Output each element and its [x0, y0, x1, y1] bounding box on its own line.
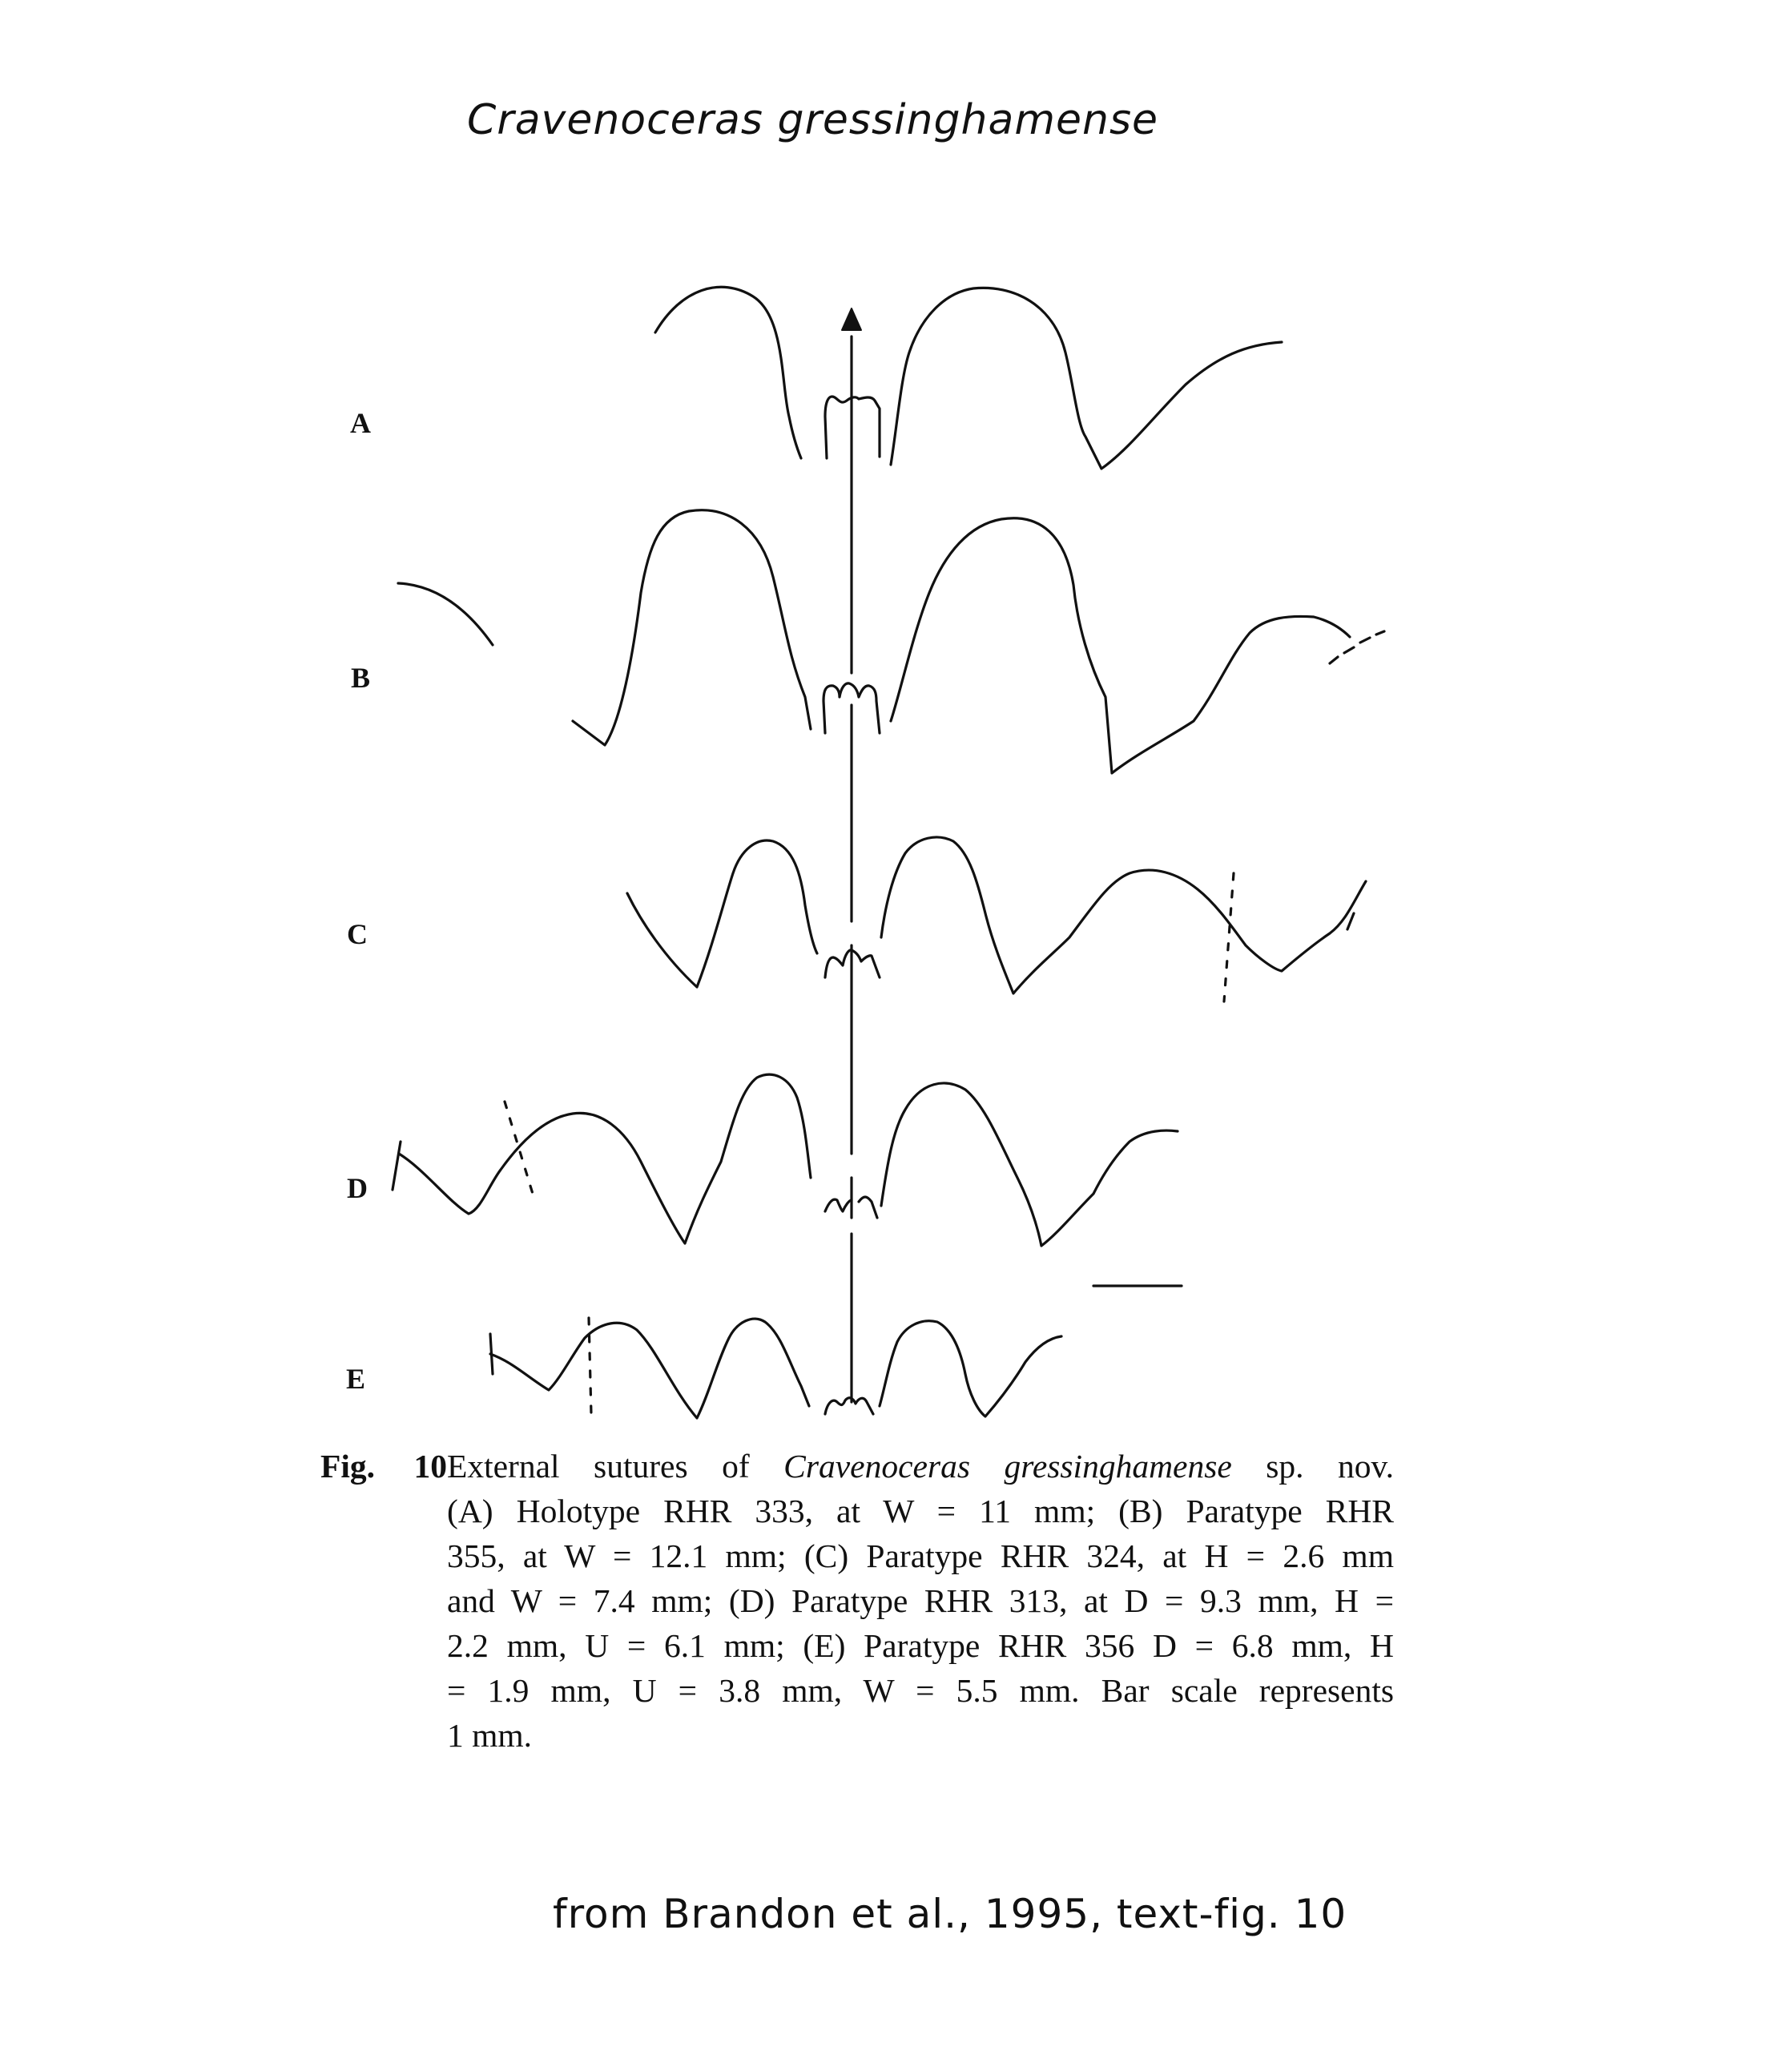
caption-head: Fig. 10 — [320, 1448, 447, 1485]
arrow-up-icon — [842, 308, 861, 330]
caption-line: 1 mm. — [447, 1717, 533, 1754]
caption-line1-pre: External sutures of — [447, 1448, 784, 1485]
caption-line1-post: sp. nov. — [1231, 1448, 1394, 1485]
figure-caption — [320, 1444, 1394, 1758]
dashed-line-c — [1224, 873, 1234, 1001]
suture-b — [398, 510, 1384, 773]
suture-d — [393, 1074, 1178, 1246]
row-label-c: C — [347, 918, 368, 950]
row-label-e: E — [345, 1363, 365, 1395]
caption-first-line — [320, 1444, 1394, 1489]
caption-line: = 1.9 mm, U = 3.8 mm, W = 5.5 mm. Bar scale represents — [447, 1672, 1394, 1709]
row-label-d: D — [347, 1172, 368, 1204]
caption-line: (A) Holotype RHR 333, at W = 11 mm; (B) Paratype RHR — [447, 1493, 1394, 1529]
suture-a — [655, 287, 1282, 469]
caption-species-name: Cravenoceras gressinghamense — [783, 1448, 1232, 1485]
caption-line: and W = 7.4 mm; (D) Paratype RHR 313, at D = 9.3 mm, H = — [447, 1582, 1394, 1619]
row-label-a: A — [350, 407, 371, 439]
suture-c — [627, 837, 1366, 1001]
source-note: from Brandon et al., 1995, text-fig. 10 — [553, 1891, 1347, 1937]
row-label-b: B — [350, 662, 370, 694]
caption-line: 355, at W = 12.1 mm; (C) Paratype RHR 324, at H = 2.6 mm — [447, 1537, 1394, 1574]
page-title: Cravenoceras gressinghamense — [467, 96, 1159, 144]
caption-line: 2.2 mm, U = 6.1 mm; (E) Paratype RHR 356 D = 6.8 mm, H — [447, 1627, 1394, 1664]
suture-e — [490, 1318, 1061, 1418]
